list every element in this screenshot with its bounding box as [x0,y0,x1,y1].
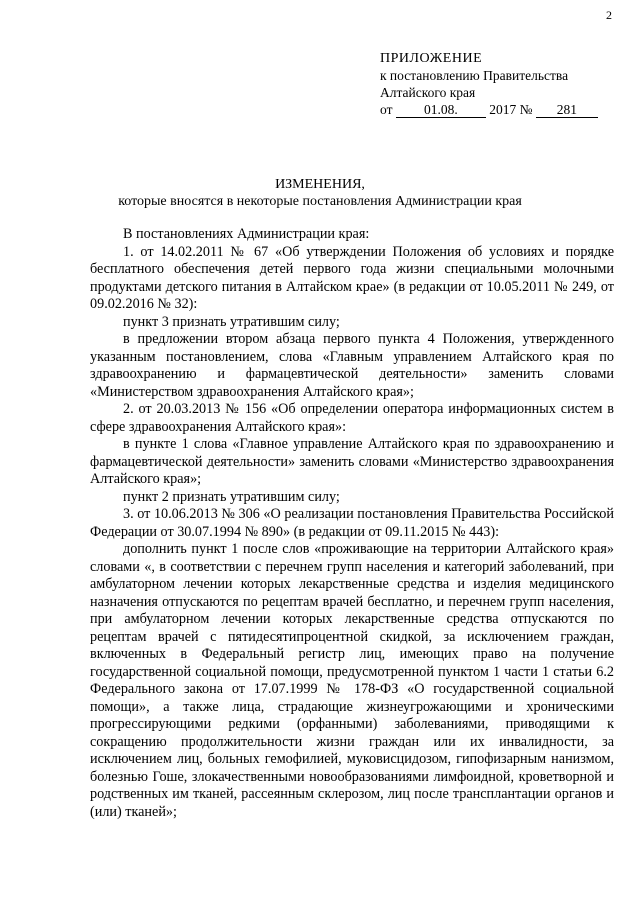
heading-subtitle: которые вносятся в некоторые постановления Администрации края [118,194,522,209]
paragraph: в предложении втором абзаца первого пункта 4 Положения, утвержденного указанным постановлением, слова «Главным управлением Алтайского края по здравоохранению и фармацевтической деятельности» заменить словами «Министерством здравоохранения Алтайского края»; [90,331,614,400]
page-number: 2 [606,8,612,22]
document-body [90,226,614,821]
paragraph: В постановлениях Администрации края: [123,226,370,242]
document-heading [0,176,640,210]
appendix-block [380,50,620,118]
paragraph: пункт 2 признать утратившим силу; [123,488,340,505]
number-prefix: № [519,102,533,117]
appendix-line-1: к постановлению Правительства [380,68,569,83]
appendix-title: ПРИЛОЖЕНИЕ [380,51,483,66]
paragraph: 2. от 20.03.2013 № 156 «Об определении оператора информационных систем в сфере здравоохранения Алтайского края»: [90,401,614,435]
date-value: 01.08. [396,103,486,118]
paragraph: 1. от 14.02.2011 № 67 «Об утверждении Положения об условиях и порядке бесплатного обеспечения детей первого года жизни специальными молочными продуктами детского питания в Алтайском крае» (в редакции от 10.05.2011 № 249, от 09.02.2016 № 32): [90,243,614,312]
paragraph: 3. от 10.06.2013 № 306 «О реализации постановления Правительства Российской Федерации от 30.07.1994 № 890» (в редакции от 09.11.2015 № 443): [90,506,614,540]
paragraph: в пункте 1 слова «Главное управление Алтайского края по здравоохранению и фармацевтической деятельности» заменить словами «Министерство здравоохранения Алтайского края»; [90,436,614,487]
appendix-line-2: Алтайского края [380,85,476,100]
year-value: 2017 [489,102,517,117]
date-prefix: от [380,102,393,117]
paragraph: пункт 3 признать утратившим силу; [123,313,340,330]
paragraph: дополнить пункт 1 после слов «проживающие на территории Алтайского края» словами «, в соответствии с перечнем групп населения и категорий заболеваний, при амбулаторном лечении которых лекарственные средства и изделия медицинского назначения отпускаются по рецептам врачей бесплатно, и перечнем групп населения, при амбулаторном лечении которых лекарственные средства отпускаются по рецептам врачей с пятидесятипроцентной скидкой, за исключением граждан, включенных в Федеральный регистр лиц, имеющих право на получение государственной социальной помощи, предусмотренной пунктом 1 части 1 статьи 6.2 Федерального закона от 17.07.1999 № 178-ФЗ «О государственной социальной помощи», а также лица, страдающие жизнеугрожающими и хроническими прогрессирующими редкими (орфанными) заболеваниями, приводящими к сокращению продолжительности жизни граждан или их инвалидности, за исключением лиц, больных гемофилией, муковисцидозом, гипофизарным нанизмом, болезнью Гоше, злокачественными новообразованиями лимфоидной, кроветворной и родственных им тканей, рассеянным склерозом, лиц после трансплантации органов и (или) тканей»; [90,541,614,820]
appendix-date-line [380,101,620,118]
number-value: 281 [536,103,598,118]
heading-title: ИЗМЕНЕНИЯ, [275,177,365,192]
